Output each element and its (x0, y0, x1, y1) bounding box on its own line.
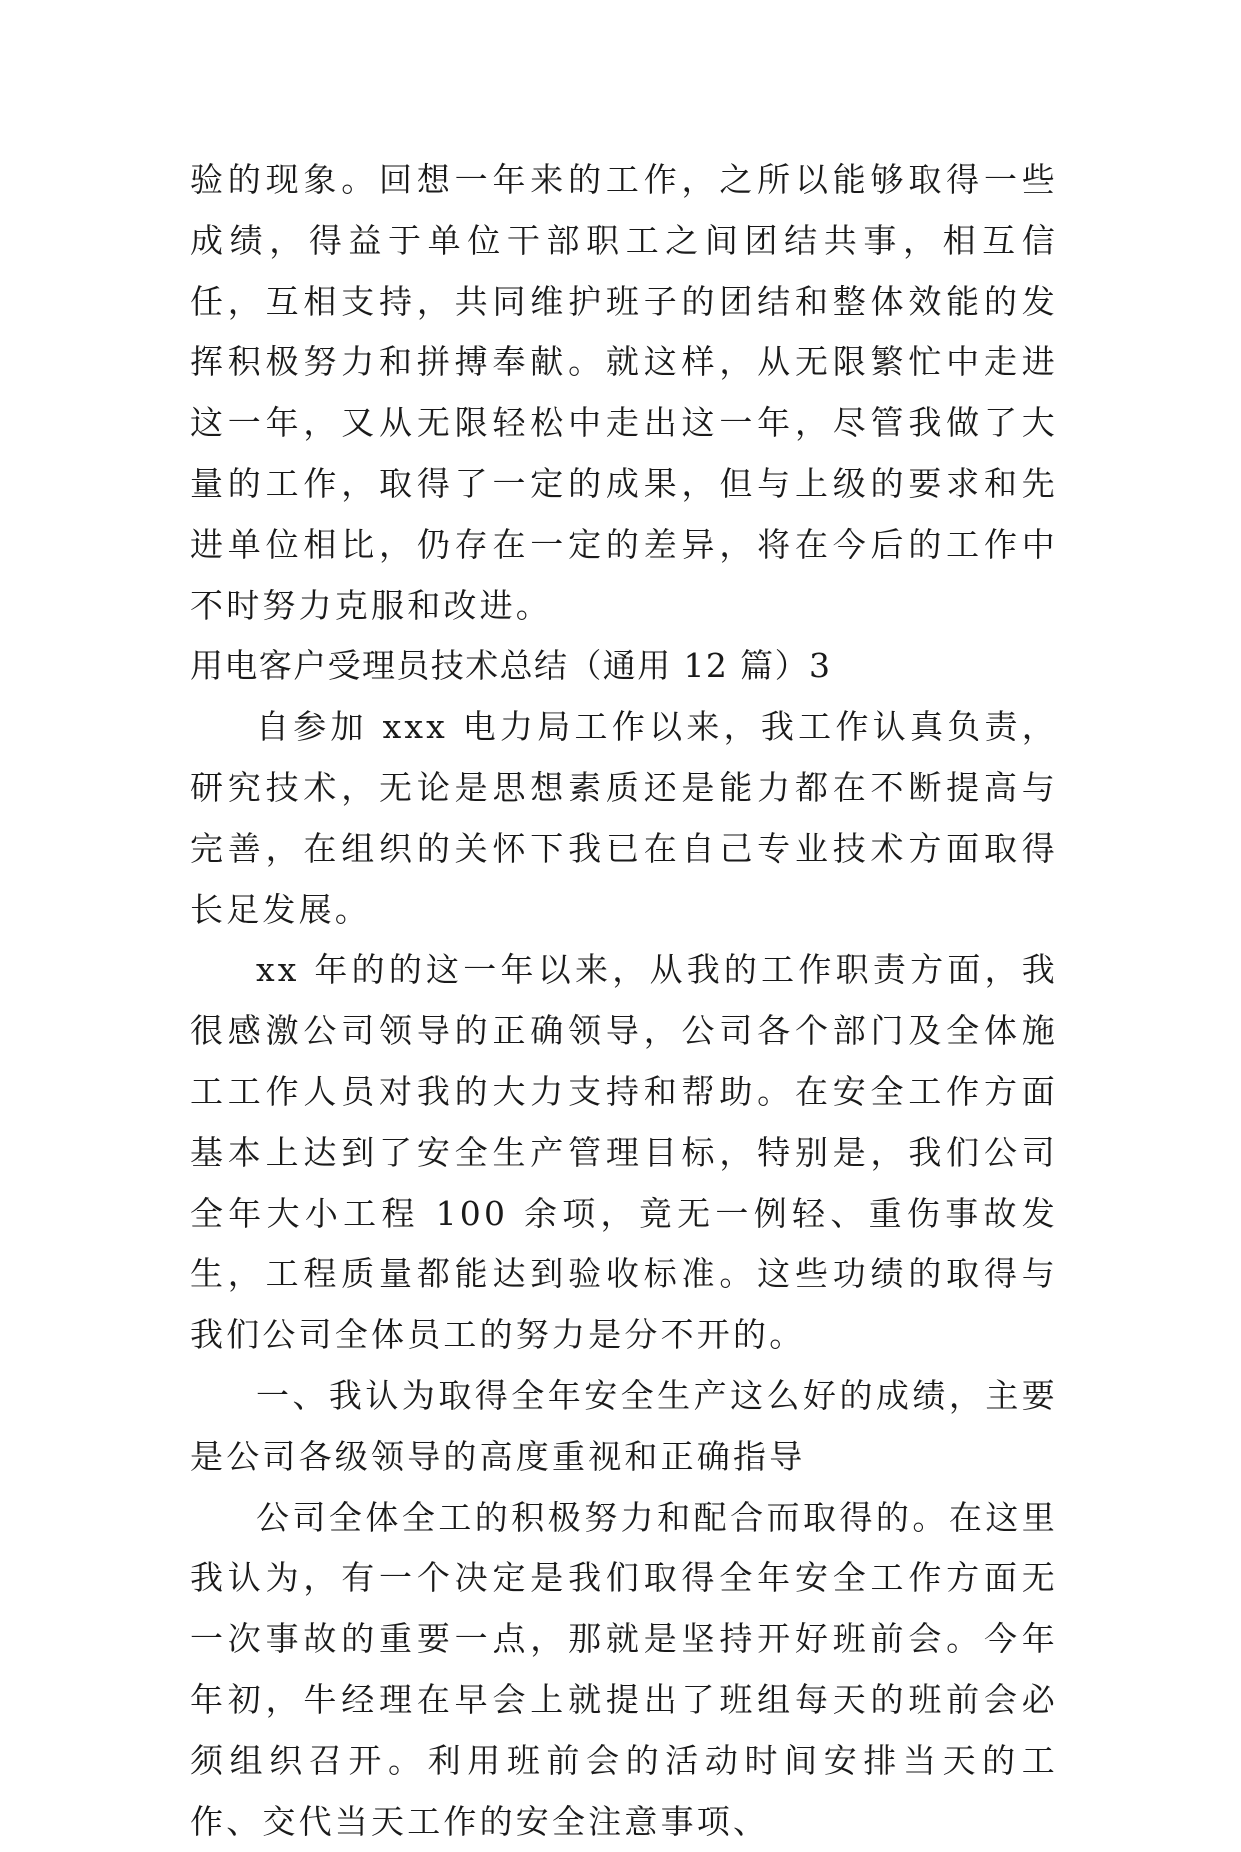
paragraph-year-review: xx 年的的这一年以来，从我的工作职责方面，我很感激公司领导的正确领导，公司各个部门及全体施工工作人员对我的大力支持和帮助。在安全工作方面基本上达到了安全生产管理目标，特别是，我们公司全年大小工程 100 余项，竟无一例轻、重伤事故发生，工程质量都能达到验收标准。这些功绩的取得与我们公司全体员工的努力是分不开的。 (190, 950, 1058, 1355)
paragraph-safety-meetings: 公司全体全工的积极努力和配合而取得的。在这里我认为，有一个决定是我们取得全年安全工作方面无一次事故的重要一点，那就是坚持开好班前会。今年年初，牛经理在早会上就提出了班组每天的班前会必须组织召开。利用班前会的活动时间安排当天的工作、交代当天工作的安全注意事项、 (190, 1497, 1058, 1841)
section-heading: 用电客户受理员技术总结（通用 12 篇）3 (190, 646, 832, 686)
paragraph-point-one: 一、我认为取得全年安全生产这么好的成绩，主要是公司各级领导的高度重视和正确指导 (190, 1375, 1058, 1476)
document-body (190, 150, 1058, 1852)
paragraph-continued: 验的现象。回想一年来的工作，之所以能够取得一些成绩，得益于单位干部职工之间团结共事，相互信任，互相支持，共同维护班子的团结和整体效能的发挥积极努力和拼搏奉献。就这样，从无限繁忙中走进这一年，又从无限轻松中走出这一年，尽管我做了大量的工作，取得了一定的成果，但与上级的要求和先进单位相比，仍存在一定的差异，将在今后的工作中不时努力克服和改进。 (190, 160, 1058, 625)
paragraph-intro: 自参加 xxx 电力局工作以来，我工作认真负责，研究技术，无论是思想素质还是能力都在不断提高与完善，在组织的关怀下我已在自己专业技术方面取得长足发展。 (190, 707, 1058, 929)
